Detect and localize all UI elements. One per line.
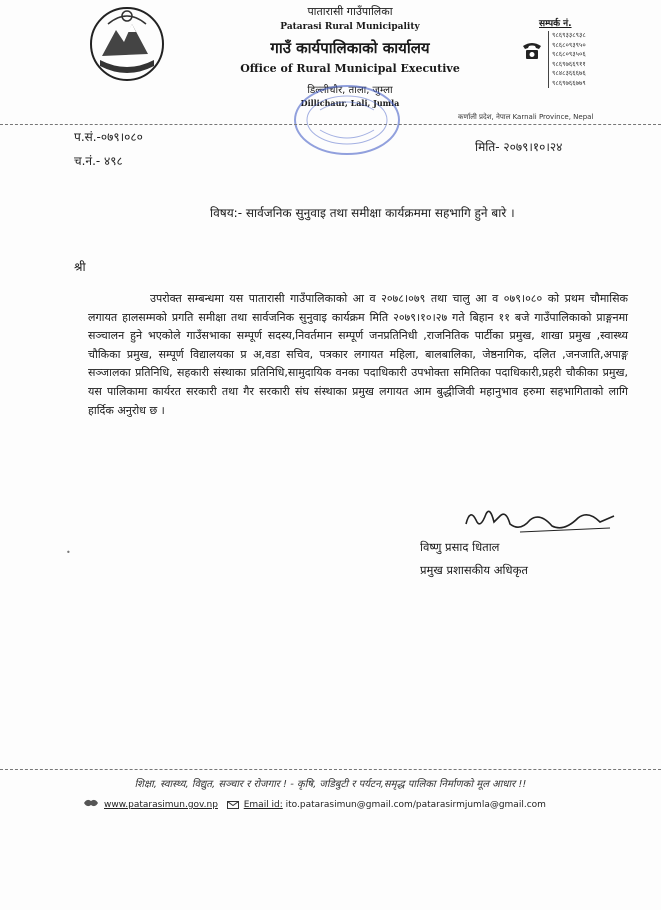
phone-number: ९८४८३६६६७६ <box>552 69 586 77</box>
page-mark: • <box>66 548 71 557</box>
salutation: श्री <box>74 260 86 274</box>
office-name-nepali: गाउँ कार्यपालिकाको कार्यालय <box>270 39 430 57</box>
address-nepali: डिल्लीचौर, ताला, जुम्ला <box>307 85 393 96</box>
phone-number: ९८६९३३८९३८ <box>552 31 586 39</box>
email-icon <box>227 801 239 809</box>
dispatch-number: च.नं.- ४९८ <box>74 154 123 168</box>
reference-number: प.सं.-०७९।०८० <box>74 130 143 144</box>
footer-motto: शिक्षा, स्वास्थ्य, विद्युत, सञ्चार र रोजगार ! - कृषि, जडिबुटी र पर्यटन,समृद्ध पालिका निर्माणको मूल आधार !! <box>134 779 527 790</box>
municipality-name-english: Patarasi Rural Municipality <box>280 22 420 32</box>
municipality-name-nepali: पातारासी गाउँपालिका <box>307 5 393 18</box>
contact-label: सम्पर्क नं. <box>539 19 572 29</box>
header-divider <box>0 124 661 125</box>
office-stamp-icon <box>290 80 405 160</box>
signatory-name: विष्णु प्रसाद धिताल <box>420 540 500 554</box>
letter-subject: विषय:- सार्वजनिक सुनुवाइ तथा समीक्षा कार्यक्रममा सहभागि हुने बारे । <box>210 206 515 220</box>
facebook-icon <box>83 797 99 810</box>
handwritten-signature <box>460 502 620 538</box>
office-name-english: Office of Rural Municipal Executive <box>240 62 460 75</box>
phone-number-list <box>548 31 586 88</box>
letter-date: मिति- २०७९।१०।२४ <box>475 140 563 154</box>
phone-number: ९८६९७६६७७९ <box>552 78 586 87</box>
letter-body: उपरोक्त सम्बन्धमा यस पातारासी गाउँपालिकाको आ व २०७८।०७९ तथा चालु आ व ०७९।०८० को प्रथम चौमासिक लगायत हालसम्मको प्रगति समीक्षा तथा सार्वजनिक सुनुवाइ कार्यक्रम मिति २०७९।१०।२७ गते बिहान ११ बजे गाउँपालिकाको प्राङ्गनमा सञ्चालन हुने भएकोले गाउँसभाका सम्पूर्ण सदस्य,निवर्तमान सम्पूर्ण जनप्रतिनिधी ,राजनितिक पार्टीका प्रमुख, शाखा प्रमुख ,स्वास्थ्य चौकिका प्रमुख, सम्पूर्ण विद्यालयका प्र अ,वडा सचिव, पत्रकार लगायत महिला, बालबालिका, जेष्ठनागिक, दलित ,जनजाति,अपाङ्ग सञ्जालका प्रतिनिधि, सहकारी संस्थाका प्रतिनिधि,सामुदायिक वनका पदाधिकारी उपभोक्ता समितिका पदाधिकारी,प्रहरी चौकीका प्रमुख, यस पालिकामा कार्यरत सरकारी तथा गैर सरकारी संघ संस्थाका प्रमुख लगायत आम बुद्धीजिवी महानुभाव हरुमा सहभागिताको लागि हार्दिक अनुरोध छ । <box>88 292 628 417</box>
phone-number: ९८६९७६६९११ <box>552 59 586 68</box>
footer-divider <box>0 769 661 770</box>
email-address[interactable]: ito.patarasimun@gmail.com/patarasirmjumla@gmail.com <box>282 800 546 810</box>
telephone-icon <box>520 38 544 62</box>
province-line: कर्णाली प्रदेश, नेपाल Karnali Province, Nepal <box>458 113 594 121</box>
address-english: Dillichaur, Lali, Jumla <box>300 98 400 108</box>
phone-number: ९८६८०९३९५० <box>552 40 586 49</box>
signatory-title: प्रमुख प्रशासकीय अधिकृत <box>420 563 528 577</box>
footer-contact-line <box>104 800 546 810</box>
phone-number: ९८६८०९३५०६ <box>552 50 586 58</box>
website-link[interactable]: www.patarasimun.gov.np <box>104 800 218 810</box>
email-label: Email id: <box>243 800 283 810</box>
government-emblem-icon <box>88 4 166 84</box>
